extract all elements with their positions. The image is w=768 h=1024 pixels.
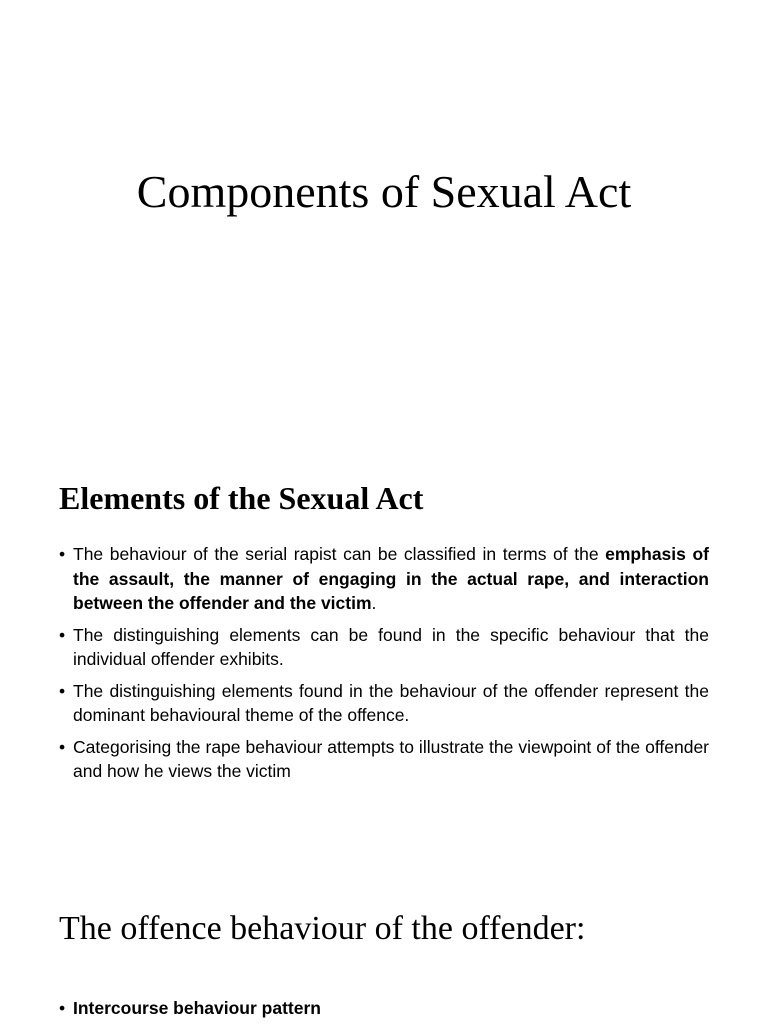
bullet-suffix: . xyxy=(371,593,377,613)
bullet-marker: • xyxy=(59,624,66,645)
bullet-marker: • xyxy=(59,680,66,701)
title-slide xyxy=(0,0,768,440)
bullet-bold-text: emphasis of the assault, the manner of engaging in the actual rape, and interaction between the offender and the victim xyxy=(73,544,709,613)
bullet-text: The distinguishing elements found in the behaviour of the offender represent the dominant behavioural theme of the offence. xyxy=(73,680,709,725)
bullet-text: Intercourse behaviour pattern xyxy=(73,998,321,1018)
bullet-item xyxy=(59,735,709,784)
offence-heading: The offence behaviour of the offender: xyxy=(59,910,586,947)
bullet-text: Categorising the rape behaviour attempts to illustrate the viewpoint of the offender and how he views the victim xyxy=(73,736,709,781)
bullet-item xyxy=(59,996,321,1020)
elements-slide xyxy=(0,470,768,850)
slide-title: Components of Sexual Act xyxy=(136,166,632,217)
bullet-item xyxy=(59,542,709,616)
bullet-text: The behaviour of the serial rapist can be classified in terms of the xyxy=(73,544,606,564)
elements-heading: Elements of the Sexual Act xyxy=(59,480,424,516)
elements-bullet-list xyxy=(59,542,709,791)
bullet-item xyxy=(59,679,709,728)
bullet-marker: • xyxy=(59,998,66,1018)
bullet-item xyxy=(59,623,709,672)
bullet-marker: • xyxy=(59,544,66,564)
bullet-text: The distinguishing elements can be found in the specific behaviour that the individual offender exhibits. xyxy=(73,624,709,669)
bullet-marker: • xyxy=(59,736,66,757)
offence-bullet-list xyxy=(59,996,321,1020)
offence-slide xyxy=(0,890,768,1024)
